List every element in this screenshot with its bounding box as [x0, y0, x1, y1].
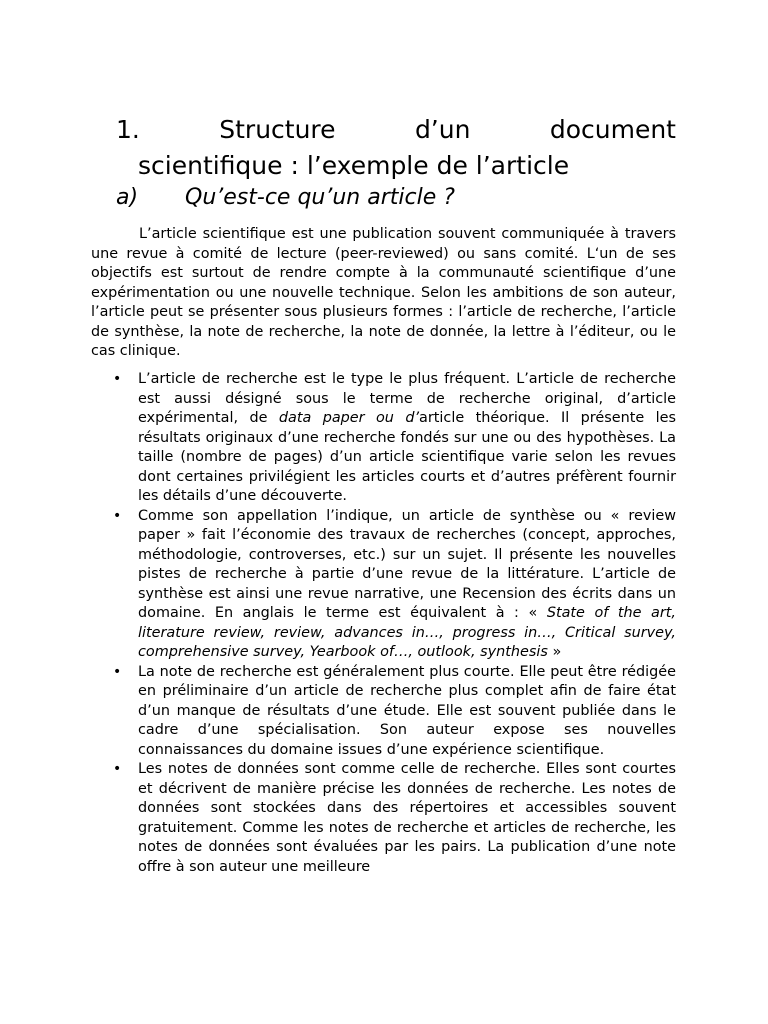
- list-item-italic-text: State of the art, literature review, review, advances in…, progress in…, Critical survey, comprehensive survey, Yearbook of…, outlook, synthesis: [138, 605, 676, 660]
- list-item-italic-text: data paper ou d’: [278, 410, 420, 426]
- section-heading-line-1: [116, 112, 676, 148]
- section-heading: [116, 112, 676, 184]
- list-item-text: Comme son appellation l’indique, un article de synthèse ou « review paper » fait l’économie des travaux de recherches (concept, approches, méthodologie, controverses, etc.) sur un sujet. Il présente les nouvelles pistes de recherche à partie d’une revue de la littérature. L’article de synthèse est ainsi une revue narrative, une Recension des écrits dans un domaine. En anglais le terme est équivalent à : «: [138, 507, 676, 621]
- list-item-text: article théorique. Il présente les résultats originaux d’une recherche fondés sur une ou des hypothèses. La taille (nombre de pages) d’un article scientifique varie selon les revues dont certaines privilégient les articles courts et d’autres préfèrent fournir les détails d’une découverte.: [138, 410, 676, 504]
- subsection-number: a): [116, 185, 139, 210]
- article-types-list: [91, 370, 676, 877]
- list-item-text: »: [547, 644, 562, 660]
- list-item: [91, 760, 676, 877]
- heading-word: d’un: [414, 115, 471, 144]
- bullet-icon: •: [113, 507, 122, 524]
- intro-paragraph: L’article scientifique est une publication souvent communiquée à travers une revue à comité de lecture (peer-reviewed) ou sans comité. L‘un de ses objectifs est surtout de rendre compte à la communauté scientifique d’une expérimentation ou une nouvelle technique. Selon les ambitions de son auteur, l’article peut se présenter sous plusieurs formes : l’article de recherche, l’article de synthèse, la note de recherche, la note de donnée, la lettre à l’éditeur, ou le cas clinique.: [91, 226, 676, 359]
- bullet-icon: •: [113, 663, 122, 680]
- heading-word: Structure: [219, 115, 336, 144]
- heading-number: 1.: [116, 115, 140, 144]
- bullet-icon: •: [113, 371, 122, 387]
- heading-word: document: [549, 115, 676, 144]
- list-item-text: La note de recherche est généralement plus courte. Elle peut être rédigée en préliminaire d’un article de recherche plus complet afin de faire état d’un manque de résultats d’une étude. Elle est souvent publiée dans le cadre d’une spécialisation. Son auteur expose ses nouvelles connaissances du domaine issues d’une expérience scientifique.: [138, 663, 676, 758]
- list-item: [91, 370, 676, 507]
- section-heading-line-2: scientifique : l’exemple de l’article: [138, 151, 570, 180]
- list-item: [91, 663, 676, 761]
- bullet-icon: •: [113, 761, 122, 777]
- list-item-text: L’article de recherche est le type le plus fréquent. L’article de recherche est aussi désigné sous le terme de recherche original, d’article expérimental, de: [138, 371, 676, 426]
- subsection-heading: [116, 183, 676, 213]
- list-item: [91, 507, 676, 663]
- subsection-title: Qu’est-ce qu’un article ?: [185, 185, 455, 210]
- list-item-text: Les notes de données sont comme celle de recherche. Elles sont courtes et décrivent de manière précise les données de recherche. Les notes de données sont stockées dans des répertoires et accessibles souvent gratuitement. Comme les notes de recherche et articles de recherche, les notes de données sont évaluées par les pairs. La publication d’une note offre à son auteur une meilleure: [138, 761, 676, 875]
